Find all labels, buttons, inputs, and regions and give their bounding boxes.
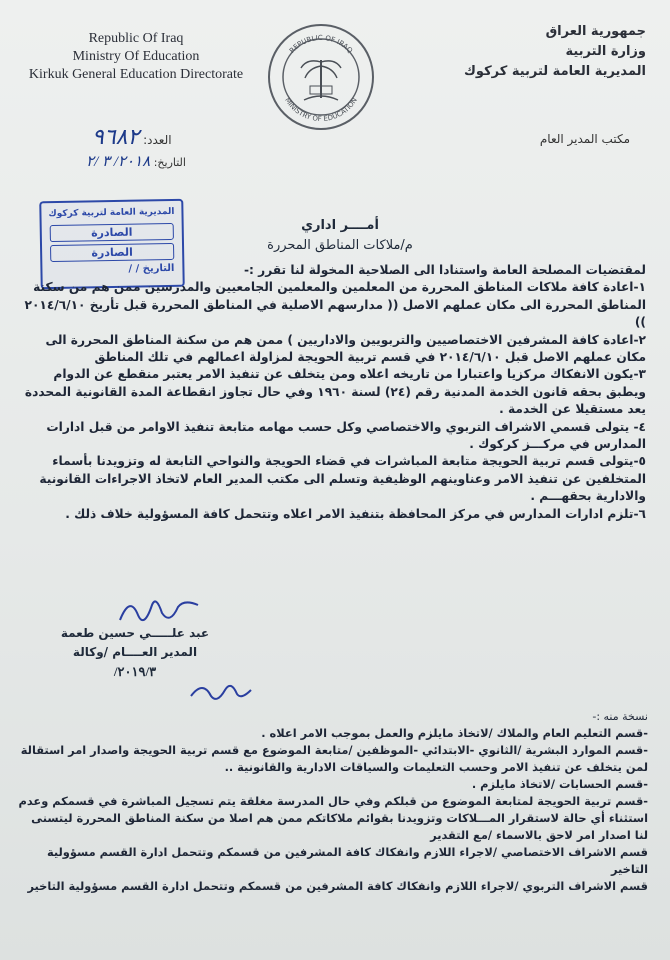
stamp-directorate: المديرية العامة لتربية كركوك — [48, 206, 175, 220]
clause-5: ٥-يتولى قسم تربية الحويجة متابعة المباشرات في قضاء الحويجة والنواحي التابعة له وتزويدنا بأسماء المتخلفين عن تنفيذ الامر وعناوينهم الوظيفية وتسلم الى مكتب المدير العام لاتخاذ الاجراءات القانونية والادارية بحقهـــم . — [39, 454, 646, 504]
clause-4: ٤- يتولى قسمي الاشراف التربوي والاختصاصي وكل حسب مهامه متابعة تنفيذ الاوامر من قبل ادارات المدارس في مركـــز كركوك . — [46, 419, 646, 452]
svg-text:MINISTRY OF EDUCATION — [283, 96, 359, 123]
signature-date: ٢٠١٩/٣/ — [113, 664, 157, 679]
copy-item: -قسم التعليم العام والملاك /لاتخاذ مايلزم والعمل بموجب الامر اعلاه . — [261, 726, 648, 740]
copy-item: -قسم الموارد البشرية /الثانوي -الابتدائي -الموظفين /متابعة الموضوع مع قسم تربية الحويجة واصدار امر استقالة لمن يتخلف عن تنفيذ الامر وحسب التعليمات والسياقات الادارية والقانونية .. — [20, 743, 648, 774]
stamp-date: التاريخ / / — [128, 262, 175, 275]
order-subject: م/ملاكات المناطق المحررة — [267, 238, 413, 253]
svg-text:REPUBLIC OF IRAQ — [288, 34, 354, 55]
country-name-ar: جمهورية العراق — [545, 24, 646, 39]
clause-1: ١-اعادة كافة ملاكات المناطق المحررة من المعلمين والمعلمين الجامعيين والمدرسين ممن هم من سكنة المناطق المحررة الى مكان عملهم الاصل (( مدارسهم الاصلية في المناطق المحررة قبل تأريخ ٢٠١٤/٦/١٠ )) — [24, 280, 646, 330]
letterhead-arabic — [426, 22, 646, 82]
preamble: لمقتضيات المصلحة العامة واستنادا الى الصلاحية المخولة لنا تقرر :- — [244, 263, 646, 277]
initials-scribble-icon — [186, 674, 256, 704]
signature-block — [60, 624, 210, 681]
copies-heading: نسخة منه :- — [592, 710, 648, 723]
copy-item: قسم الاشراف الاختصاصي /لاجراء اللازم وانفكاك كافة المشرفين من قسمكم وتتحمل ادارة القسم مسؤولية التاخير — [46, 845, 648, 876]
country-name-en: Republic Of Iraq — [88, 31, 184, 46]
directorate-name-ar: المديرية العامة لتربية كركوك — [464, 64, 646, 79]
clause-2: ٢-اعادة كافة المشرفين الاختصاصيين والتربويين والاداريين ) ممن هم من سكنة المناطق المحررة الى مكان عملهم الاصل قبل ٢٠١٤/٦/١٠ في قسم تربية الحويجة لمزاولة اعمالهم في تلك المناطق — [45, 332, 646, 365]
copy-item: -قسم تربية الحويجة لمتابعة الموضوع من قبلكم وفي حال المدرسة مغلقة يتم تسجيل المباشرة في قسمكم وعدم استثناء أي حالة لاستقرار المـــلاكات وتزويدنا بقوائم ملاكاتكم ممن هم اصلا من سكنة المناطق المحررة ليتسنى لنا اصدار امر لاحق بالاسماء /مع التقدير — [18, 794, 648, 842]
date-label: التاريخ: — [153, 156, 186, 169]
signatory-role: المدير العــــام /وكالة — [72, 645, 198, 659]
document-number — [86, 124, 172, 150]
seal-bottom-text: MINISTRY OF EDUCATION — [283, 96, 359, 124]
stamp-outgoing-2: الصادرة — [50, 243, 174, 262]
seal-top-text: REPUBLIC OF IRAQ — [287, 33, 355, 55]
ministry-name-ar: وزارة التربية — [565, 44, 646, 59]
document-date — [86, 152, 186, 171]
clause-3: ٣-يكون الانفكاك مركزيا واعتبارا من تاريخه اعلاه ومن يتخلف عن تنفيذ الامر يعتبر منقطع عن الدوام ويطبق بحقه قانون الخدمة المدنية رقم (٢٤) لسنة ١٩٦٠ وفي حال تجاوز انقطاعة المدة القانونية المحددة يعد مستقيلا عن الخدمة . — [24, 367, 646, 417]
copy-item: قسم الاشراف التربوي /لاجراء اللازم وانفكاك كافة المشرفين من قسمكم وتتحمل ادارة القسم مسؤولية التاخير — [27, 879, 648, 893]
number-value: ٩٦٨٢ — [92, 124, 140, 149]
order-title: أمــــر اداري — [301, 218, 379, 233]
copy-item: -قسم الحسابات /لاتخاذ مايلزم . — [471, 777, 648, 791]
letterhead-english — [26, 30, 246, 84]
signatory-name: عبد علـــــي حسين طعمة — [60, 626, 210, 640]
stamp-outgoing: الصادرة — [50, 223, 174, 242]
copies-list — [16, 708, 648, 895]
number-label: العدد: — [143, 133, 172, 147]
date-value: ٢٠١٨/ ٣ /٢ — [86, 154, 151, 170]
ministry-seal-icon — [266, 22, 376, 132]
office-name: مكتب المدير العام — [539, 132, 630, 146]
order-body — [16, 262, 646, 523]
directorate-name-en: Kirkuk General Education Directorate — [28, 67, 244, 82]
clause-6: ٦-تلزم ادارات المدارس في مركز المحافظة بتنفيذ الامر اعلاه وتتحمل كافة المسؤولية خلاف ذلك . — [65, 506, 646, 521]
ministry-name-en: Ministry Of Education — [72, 49, 200, 64]
